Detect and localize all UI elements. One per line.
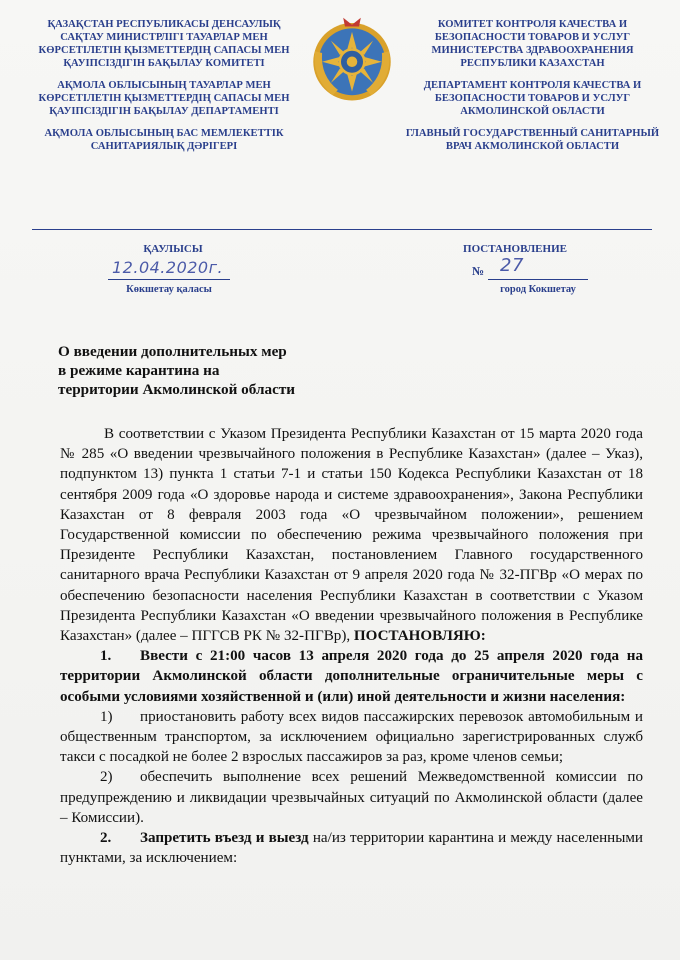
item-2-number: 2. — [100, 830, 112, 847]
number-handwritten: 27 — [500, 255, 524, 276]
subitem-2-paragraph — [60, 767, 643, 828]
preamble-paragraph — [60, 424, 643, 646]
item-1-paragraph — [60, 646, 643, 707]
kazakhstan-state-emblem-icon — [308, 16, 396, 104]
header-kazakh-committee: ҚАЗАҚСТАН РЕСПУБЛИКАСЫ ДЕНСАУЛЫҚ САҚТАУ МИНИСТРЛІГІ ТАУАРЛАР МЕН КӨРСЕТІЛЕТІН ҚЫЗМЕТТЕРДІҢ САПАСЫ МЕН ҚАУІПСІЗДІГІН БАҚЫЛАУ КОМИТЕТІ — [38, 19, 290, 69]
subitem-1-text: приостановить работу всех видов пассажирских перевозок автомобильным и общественным транспортом, за исключением официально зарегистрированных служб такси с посадкой не более 2 взрослых пассажиров за раз, кроме членов семьи; — [60, 708, 643, 766]
doc-type-russian: ПОСТАНОВЛЕНИЕ — [463, 243, 567, 255]
item-2-bold-text: Запретить въезд и выезд — [140, 830, 309, 847]
preamble-text: В соответствии с Указом Президента Республики Казахстан от 15 марта 2020 года № 285 «О введении чрезвычайного положения в Республике Казахстан» (далее – Указ), подпунктом 13) пункта 1 статьи 7-1 и статьи 150 Кодекса Республики Казахстан от 18 сентября 2009 года «О здоровье народа и системе здравоохранения», Закона Республики Казахстан от 8 февраля 2003 года «О чрезвычайном положении», решением Государственной комиссии по обеспечению режима чрезвычайного положения при Президенте Республики Казахстан, постановлением Главного государственного санитарного врача Республики Казахстан от 9 апреля 2020 года № 32-ПГВр «О мерах по обеспечению безопасности населения Республики Казахстан в соответствии с Указом Президента Республики Казахстан «О введении чрезвычайного положения в Республике Казахстан» (далее – ПГГСВ РК № 32-ПГВр), — [60, 426, 643, 645]
title-line-1: О введении дополнительных мер — [58, 343, 287, 360]
subitem-1-number: 1) — [100, 708, 113, 725]
number-line — [488, 279, 588, 280]
subitem-1-paragraph — [60, 707, 643, 768]
subitem-2-text: обеспечить выполнение всех решений Межведомственной комиссии по предупреждению и ликвидации чрезвычайных ситуаций по Акмолинской области (далее – Комиссии). — [60, 769, 643, 826]
item-1-text: Ввести с 21:00 часов 13 апреля 2020 года до 25 апреля 2020 года на территории Акмолинской области дополнительные ограничительные меры с особыми условиями хозяйственной и (или) иной деятельности и жизни населения: — [60, 648, 643, 705]
date-line — [108, 279, 230, 280]
city-kazakh: Көкшетау қаласы — [126, 284, 212, 295]
item-2-text: на/из территории карантина и между населенными пунктами, за исключением: — [60, 830, 643, 867]
resolution-keyword: ПОСТАНОВЛЯЮ: — [353, 628, 486, 645]
title-line-3: территории Акмолинской области — [58, 381, 296, 398]
header-russian-department: ДЕПАРТАМЕНТ КОНТРОЛЯ КАЧЕСТВА И БЕЗОПАСНОСТИ ТОВАРОВ И УСЛУГ АКМОЛИНСКОЙ ОБЛАСТИ — [423, 80, 642, 117]
doc-type-kazakh: ҚАУЛЫСЫ — [143, 243, 203, 255]
header-russian-chief-doctor: ГЛАВНЫЙ ГОСУДАРСТВЕННЫЙ САНИТАРНЫЙ ВРАЧ АКМОЛИНСКОЙ ОБЛАСТИ — [405, 128, 660, 152]
subitem-2-number: 2) — [100, 769, 113, 786]
item-1-number: 1. — [100, 648, 112, 665]
header-divider — [32, 229, 652, 230]
document-body — [60, 424, 643, 868]
header-russian — [400, 18, 665, 162]
header-russian-committee: КОМИТЕТ КОНТРОЛЯ КАЧЕСТВА И БЕЗОПАСНОСТИ ТОВАРОВ И УСЛУГ МИНИСТЕРСТВА ЗДРАВООХРАНЕНИЯ РЕСПУБЛИКИ КАЗАХСТАН — [431, 19, 634, 69]
header-kazakh-department: АҚМОЛА ОБЛЫСЫНЫҢ ТАУАРЛАР МЕН КӨРСЕТІЛЕТІН ҚЫЗМЕТТЕРДІҢ САПАСЫ МЕН ҚАУІПСІЗДІГІН БАҚЫЛАУ ДЕПАРТАМЕНТІ — [38, 80, 290, 117]
city-russian: город Кокшетау — [500, 284, 576, 295]
title-line-2: в режиме карантина на — [58, 362, 220, 379]
item-2-paragraph — [60, 828, 643, 868]
number-sign: № — [472, 264, 485, 278]
date-handwritten: 12.04.2020г. — [112, 258, 224, 277]
document-title — [58, 342, 398, 399]
header-kazakh-chief-doctor: АҚМОЛА ОБЛЫСЫНЫҢ БАС МЕМЛЕКЕТТІК САНИТАРИЯЛЫҚ ДӘРІГЕРІ — [44, 128, 284, 152]
header-kazakh — [34, 18, 294, 162]
